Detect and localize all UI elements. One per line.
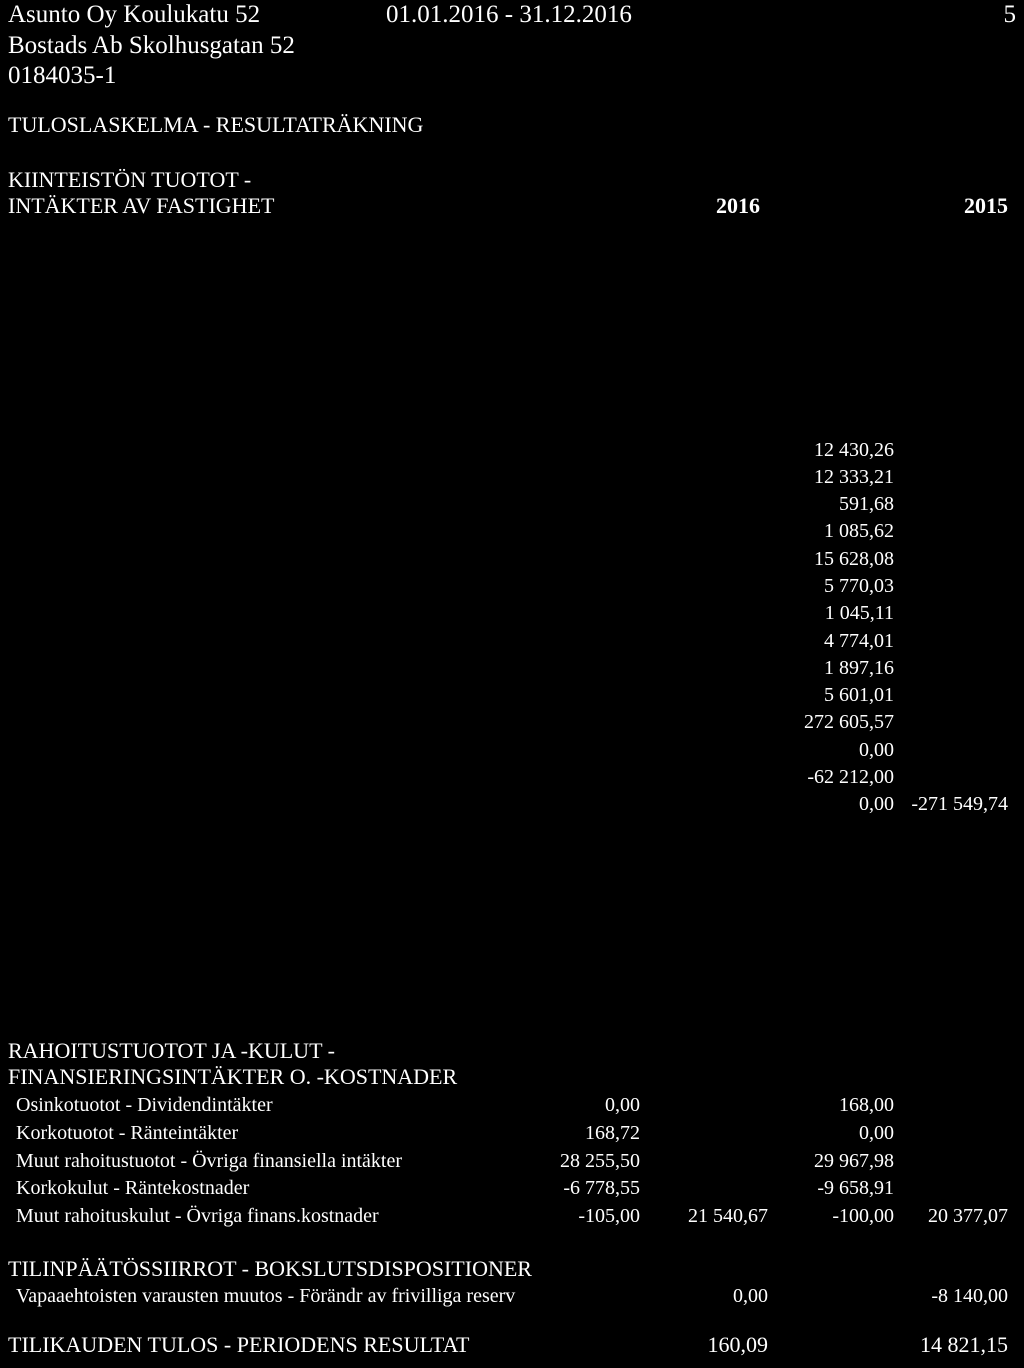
finance-subtotal-current: 21 540,67	[688, 1205, 768, 1227]
finance-section-title-2: FINANSIERINGSINTÄKTER O. -KOSTNADER	[8, 1064, 458, 1089]
prior-year-value: 12 430,26	[814, 439, 894, 461]
prior-year-value: 1 045,11	[824, 602, 894, 624]
finance-row-previous: -100,00	[832, 1205, 894, 1227]
prior-year-value: 5 601,01	[824, 684, 894, 706]
finance-section-title-1: RAHOITUSTUOTOT JA -KULUT -	[8, 1038, 335, 1063]
finance-row-previous: 168,00	[839, 1094, 894, 1116]
finance-row-previous: -9 658,91	[817, 1177, 894, 1199]
company-name-sv: Bostads Ab Skolhusgatan 52	[8, 32, 295, 59]
business-id: 0184035-1	[8, 62, 117, 89]
finance-row-current: 168,72	[585, 1122, 640, 1144]
prior-year-value: 0,00	[859, 793, 894, 815]
prior-year-value: 4 774,01	[824, 630, 894, 652]
result-label: TILIKAUDEN TULOS - PERIODENS RESULTAT	[8, 1332, 470, 1357]
year-previous-header: 2015	[964, 193, 1008, 218]
prior-year-value: 5 770,03	[824, 575, 894, 597]
finance-row-previous: 0,00	[859, 1122, 894, 1144]
finance-row-current: 28 255,50	[560, 1150, 640, 1172]
prior-year-value: -62 212,00	[807, 766, 894, 788]
result-previous: 14 821,15	[920, 1332, 1008, 1357]
company-name-fi: Asunto Oy Koulukatu 52	[8, 1, 261, 28]
appropriations-row-label: Vapaaehtoisten varausten muutos - Förändr av frivilliga reserv	[16, 1285, 516, 1307]
finance-row-previous: 29 967,98	[814, 1150, 894, 1172]
appropriations-section-title: TILINPÄÄTÖSSIIRROT - BOKSLUTSDISPOSITIONER	[8, 1256, 532, 1281]
finance-row-current: -6 778,55	[563, 1177, 640, 1199]
result-current: 160,09	[707, 1332, 768, 1357]
prior-year-value: 591,68	[839, 493, 894, 515]
prior-year-subtotal: -271 549,74	[911, 793, 1008, 815]
prior-year-value: 1 085,62	[824, 520, 894, 542]
finance-row-label: Muut rahoituskulut - Övriga finans.kostnader	[16, 1205, 379, 1227]
income-section-title-2: INTÄKTER AV FASTIGHET	[8, 193, 275, 218]
finance-row-label: Muut rahoitustuotot - Övriga finansiella intäkter	[16, 1150, 403, 1172]
report-title: TULOSLASKELMA - RESULTATRÄKNING	[8, 112, 424, 137]
finance-subtotal-previous: 20 377,07	[928, 1205, 1008, 1227]
finance-row-label: Osinkotuotot - Dividendintäkter	[16, 1094, 273, 1116]
appropriations-previous: -8 140,00	[931, 1285, 1008, 1307]
prior-year-value: 12 333,21	[814, 466, 894, 488]
page-number: 5	[1003, 1, 1016, 28]
finance-row-label: Korkokulut - Räntekostnader	[16, 1177, 250, 1199]
income-section-title-1: KIINTEISTÖN TUOTOT -	[8, 167, 252, 192]
prior-year-value: 1 897,16	[824, 657, 894, 679]
finance-row-current: 0,00	[605, 1094, 640, 1116]
prior-year-value: 0,00	[859, 739, 894, 761]
report-period: 01.01.2016 - 31.12.2016	[386, 1, 632, 28]
year-current-header: 2016	[716, 193, 760, 218]
finance-row-label: Korkotuotot - Ränteintäkter	[16, 1122, 239, 1144]
prior-year-value: 15 628,08	[814, 548, 894, 570]
prior-year-value: 272 605,57	[804, 711, 894, 733]
appropriations-current: 0,00	[733, 1285, 768, 1307]
finance-row-current: -105,00	[578, 1205, 640, 1227]
